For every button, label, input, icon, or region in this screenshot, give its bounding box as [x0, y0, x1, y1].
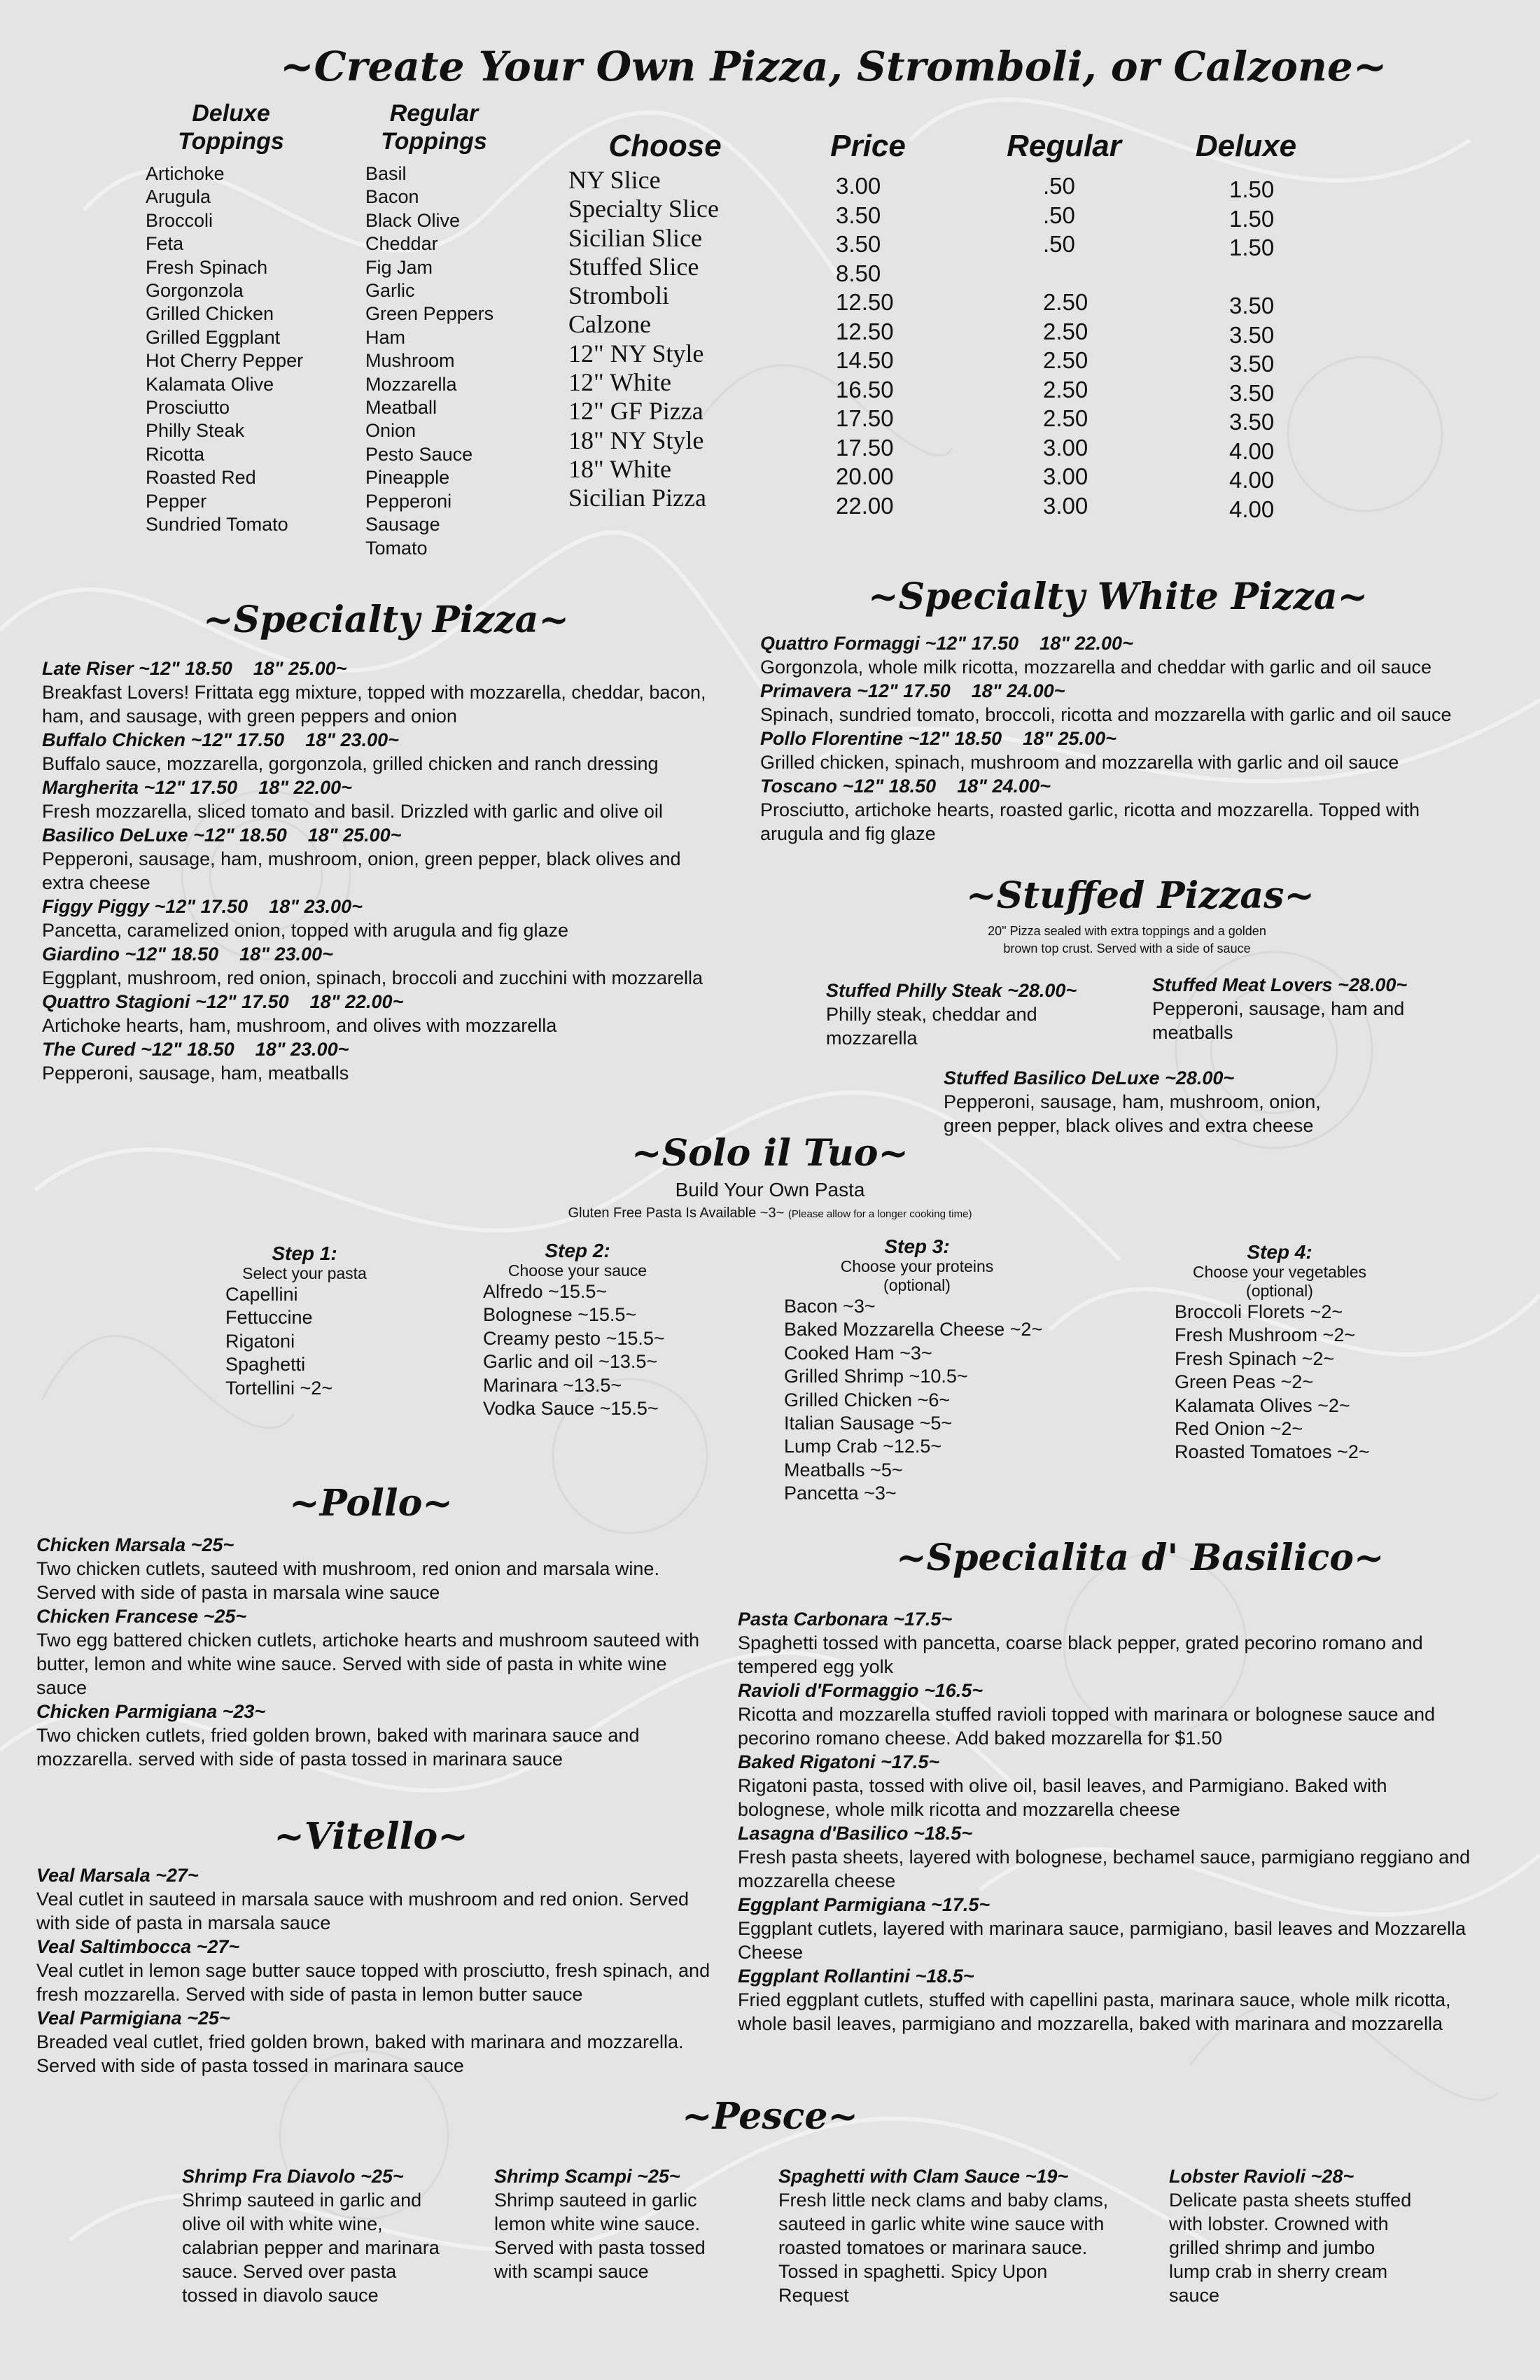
- regular-topping: Pepperoni: [365, 490, 452, 512]
- specialty-white-item-desc: Gorgonzola, whole milk ricotta, mozzarella and cheddar with garlic and oil sauce: [760, 657, 1432, 678]
- choice-item: NY Slice: [568, 166, 661, 194]
- deluxe-topping: Feta: [146, 233, 184, 255]
- regular-price-value: 2.50: [1043, 289, 1088, 315]
- pesce-item-desc: Delicate pasta sheets stuffed with lobster. Crowned with grilled shrimp and jumbo lump crab in sherry cream sauce: [1169, 2190, 1412, 2306]
- specialty-pizza-item-desc: Pepperoni, sausage, ham, mushroom, onion, green pepper, black olives and extra cheese: [42, 848, 681, 893]
- price-value: 20.00: [836, 463, 894, 489]
- step-items: [225, 1283, 385, 1400]
- step-subheading-optional: (optional): [883, 1276, 951, 1294]
- step-item: Lump Crab ~12.5~: [784, 1436, 942, 1457]
- step-subheading: Select your pasta: [242, 1264, 367, 1282]
- solo-step: [224, 1243, 385, 1400]
- regular-topping: Ham: [365, 326, 406, 348]
- deluxe-price-value: 4.00: [1229, 467, 1275, 493]
- deluxe-price-value: 4.00: [1229, 496, 1275, 522]
- step-item: Roasted Tomatoes ~2~: [1175, 1441, 1370, 1463]
- regular-topping: Pesto Sauce: [365, 443, 473, 465]
- step-subheading: Choose your sauce: [507, 1261, 648, 1280]
- basilico-item: [738, 1821, 1480, 1893]
- specialty-pizza-item-desc: Artichoke hearts, ham, mushroom, and olives with mozzarella: [42, 1015, 557, 1036]
- specialty-pizza-item-name: Buffalo Chicken ~12" 17.50 18" 23.00~: [42, 729, 399, 750]
- stuffed-item: [1152, 973, 1474, 1044]
- choice-item: 12" White: [568, 368, 672, 397]
- regular-price-value: 3.00: [1043, 463, 1088, 489]
- step-item: Bacon ~3~: [784, 1296, 876, 1317]
- deluxe-topping: Roasted Red: [146, 467, 256, 489]
- step-item: Meatballs ~5~: [784, 1459, 903, 1480]
- step-item: Alfredo ~15.5~: [483, 1281, 608, 1302]
- regular-topping: Cheddar: [365, 233, 438, 255]
- pesce-item-desc: Shrimp sauteed in garlic and olive oil with white wine, calabrian pepper and marinara sauce. Served over pasta tossed in diavolo sauce: [182, 2190, 440, 2306]
- vitello-item-desc: Veal cutlet in lemon sage butter sauce topped with prosciutto, fresh spinach, and fresh mozzarella. Served with side of pasta in lemon butter sauce: [36, 1960, 710, 2005]
- deluxe-topping: Arugula: [146, 186, 211, 208]
- deluxe-price-value: [1229, 262, 1306, 292]
- stuffed-item-desc: Pepperoni, sausage, ham, mushroom, onion, green pepper, black olives and extra cheese: [944, 1091, 1321, 1136]
- deluxe-price-value: 1.50: [1229, 176, 1275, 202]
- specialty-pizza-list: [42, 657, 714, 1085]
- specialty-white-item-name: Toscano ~12" 18.50 18" 24.00~: [760, 776, 1051, 797]
- regular-price-header: Regular: [1007, 129, 1121, 163]
- pesce-item-desc: Fresh little neck clams and baby clams, sauteed in garlic white wine sauce with roasted tomatoes or marinara sauce. Tossed in spaghetti. Spicy Upon Request: [778, 2190, 1109, 2306]
- specialty-white-item-name: Primavera ~12" 17.50 18" 24.00~: [760, 680, 1065, 701]
- vitello-item: [36, 2006, 715, 2078]
- deluxe-price-value: 4.00: [1229, 438, 1275, 464]
- regular-topping: Mushroom: [365, 350, 455, 372]
- deluxe-topping: Fresh Spinach: [146, 256, 268, 278]
- pesce-item-name: Spaghetti with Clam Sauce ~19~: [778, 2166, 1069, 2187]
- specialty-pizza-item-desc: Breakfast Lovers! Frittata egg mixture, topped with mozzarella, cheddar, bacon, ham, and sausage, with green peppers and onion: [42, 682, 706, 727]
- specialty-pizza-item-name: Figgy Piggy ~12" 17.50 18" 23.00~: [42, 896, 363, 917]
- pesce-item: [182, 2164, 448, 2307]
- basilico-title: ~Specialita d' Basilico~: [896, 1536, 1385, 1579]
- regular-price-list: [1043, 172, 1120, 520]
- pesce-item: [778, 2164, 1128, 2307]
- specialty-white-item-name: Pollo Florentine ~12" 18.50 18" 25.00~: [760, 728, 1116, 749]
- basilico-item: [738, 1893, 1480, 1964]
- stuffed-item-desc: Pepperoni, sausage, ham and meatballs: [1152, 998, 1405, 1043]
- basilico-item: [738, 1964, 1480, 2036]
- price-value: 3.50: [836, 202, 881, 228]
- step-item: Pancetta ~3~: [784, 1483, 897, 1504]
- specialty-pizza-item-desc: Fresh mozzarella, sliced tomato and basil. Drizzled with garlic and olive oil: [42, 801, 663, 822]
- vitello-item-desc: Breaded veal cutlet, fried golden brown, baked with marinara and mozzarella. Served with side of pasta tossed in marinara sauce: [36, 2031, 684, 2076]
- step-subheading: Choose your vegetables: [1192, 1263, 1367, 1281]
- step-item: Grilled Shrimp ~10.5~: [784, 1366, 968, 1387]
- step-item: Green Peas ~2~: [1175, 1371, 1314, 1393]
- regular-price-value: .50: [1043, 173, 1075, 199]
- specialty-white-item-desc: Prosciutto, artichoke hearts, roasted garlic, ricotta and mozzarella. Topped with arugula and fig glaze: [760, 799, 1420, 844]
- vitello-item: [36, 1935, 715, 2006]
- pesce-item-name: Shrimp Scampi ~25~: [494, 2166, 680, 2187]
- vitello-item-desc: Veal cutlet in sauteed in marsala sauce with mushroom and red onion. Served with side of pasta in marsala sauce: [36, 1889, 690, 1933]
- price-value: 12.50: [836, 289, 894, 315]
- regular-topping: Onion: [365, 420, 416, 442]
- basilico-item: [738, 1750, 1480, 1821]
- step-items: [483, 1280, 686, 1420]
- step-item: Marinara ~13.5~: [483, 1374, 622, 1396]
- regular-price-value: 2.50: [1043, 318, 1088, 344]
- specialty-pizza-item-name: Margherita ~12" 17.50 18" 22.00~: [42, 777, 352, 798]
- deluxe-topping: Philly Steak: [146, 420, 245, 442]
- pollo-item-name: Chicken Francese ~25~: [36, 1606, 247, 1627]
- specialty-pizza-item-desc: Buffalo sauce, mozzarella, gorgonzola, grilled chicken and ranch dressing: [42, 753, 659, 774]
- pesce-item-name: Lobster Ravioli ~28~: [1169, 2166, 1354, 2187]
- deluxe-topping: Kalamata Olive: [146, 373, 274, 395]
- specialty-pizza-title: ~Specialty Pizza~: [203, 598, 569, 641]
- regular-topping: Meatball: [365, 397, 438, 419]
- pollo-item-name: Chicken Marsala ~25~: [36, 1534, 234, 1555]
- specialty-white-item: [760, 679, 1474, 727]
- step-heading: Step 2:: [545, 1240, 610, 1261]
- stuffed-item-name: Stuffed Meat Lovers ~28.00~: [1152, 974, 1408, 995]
- deluxe-toppings-header: Deluxe Toppings: [178, 100, 284, 155]
- regular-price-value: [1043, 259, 1120, 288]
- choice-item: Calzone: [568, 310, 651, 339]
- regular-topping: Mozzarella: [365, 373, 457, 395]
- deluxe-toppings-list: [146, 162, 342, 537]
- specialty-pizza-item: [42, 776, 714, 823]
- step-item: Capellini: [225, 1284, 298, 1305]
- specialty-white-item: [760, 774, 1474, 846]
- deluxe-price-value: 1.50: [1229, 234, 1275, 260]
- pesce-title: ~Pesce~: [682, 2095, 858, 2138]
- deluxe-topping: Grilled Eggplant: [146, 326, 281, 348]
- deluxe-price-list: [1229, 175, 1306, 524]
- step-heading: Step 1:: [272, 1242, 337, 1264]
- step-items: [1175, 1301, 1455, 1464]
- vitello-title: ~Vitello~: [274, 1815, 468, 1858]
- specialty-pizza-item-desc: Pancetta, caramelized onion, topped with arugula and fig glaze: [42, 920, 568, 941]
- specialty-pizza-item: [42, 942, 714, 990]
- price-value: 3.00: [836, 173, 881, 199]
- specialty-pizza-item-desc: Pepperoni, sausage, ham, meatballs: [42, 1063, 349, 1084]
- stuffed-note: 20" Pizza sealed with extra toppings and a golden brown top crust. Served with a side of sauce: [988, 924, 1266, 955]
- deluxe-price-value: 1.50: [1229, 205, 1275, 232]
- basilico-item-desc: Eggplant cutlets, layered with marinara sauce, parmigiano, basil leaves and Mozzarella Cheese: [738, 1918, 1466, 1963]
- basilico-item-name: Baked Rigatoni ~17.5~: [738, 1751, 940, 1772]
- deluxe-topping: Sundried Tomato: [146, 514, 288, 536]
- price-value: 14.50: [836, 347, 894, 373]
- specialty-white-item-desc: Grilled chicken, spinach, mushroom and mozzarella with garlic and oil sauce: [760, 752, 1399, 773]
- specialty-white-title: ~Specialty White Pizza~: [868, 575, 1368, 618]
- choose-header: Choose: [608, 129, 722, 163]
- vitello-item: [36, 1863, 715, 1935]
- choose-list: [568, 166, 792, 513]
- stuffed-item-name: Stuffed Basilico DeLuxe ~28.00~: [944, 1068, 1235, 1088]
- vitello-item-name: Veal Parmigiana ~25~: [36, 2008, 230, 2029]
- specialty-pizza-item-name: Quattro Stagioni ~12" 17.50 18" 22.00~: [42, 991, 404, 1012]
- specialty-pizza-item-name: Late Riser ~12" 18.50 18" 25.00~: [42, 658, 347, 679]
- step-items: [784, 1295, 1092, 1506]
- specialty-pizza-item-desc: Eggplant, mushroom, red onion, spinach, broccoli and zucchini with mozzarella: [42, 967, 703, 988]
- solo-step: [784, 1236, 1092, 1506]
- regular-price-value: 2.50: [1043, 347, 1088, 373]
- step-item: Bolognese ~15.5~: [483, 1304, 637, 1326]
- choice-item: Sicilian Slice: [568, 223, 702, 252]
- basilico-item-name: Ravioli d'Formaggio ~16.5~: [738, 1680, 983, 1701]
- pollo-item: [36, 1700, 715, 1771]
- solo-note-small: (Please allow for a longer cooking time): [788, 1208, 972, 1220]
- pollo-item: [36, 1533, 715, 1604]
- regular-price-value: .50: [1043, 231, 1075, 257]
- basilico-item: [738, 1607, 1480, 1679]
- pesce-item: [1169, 2164, 1421, 2307]
- choice-item: Stromboli: [568, 281, 670, 310]
- deluxe-price-value: 3.50: [1229, 293, 1275, 318]
- specialty-pizza-item-name: Basilico DeLuxe ~12" 18.50 18" 25.00~: [42, 825, 402, 846]
- regular-topping: Tomato: [365, 537, 428, 559]
- stuffed-pizzas-title: ~Stuffed Pizzas~: [966, 874, 1315, 917]
- deluxe-price-value: 3.50: [1229, 409, 1275, 435]
- step-item: Spaghetti: [225, 1354, 306, 1376]
- regular-topping: Bacon: [365, 186, 419, 208]
- basilico-item-name: Eggplant Parmigiana ~17.5~: [738, 1894, 990, 1915]
- regular-topping: Pineapple: [365, 467, 450, 489]
- specialty-pizza-item: [42, 657, 714, 728]
- pesce-item: [494, 2164, 725, 2283]
- choice-item: 18" NY Style: [568, 426, 704, 454]
- stuffed-item-name: Stuffed Philly Steak ~28.00~: [826, 980, 1077, 1001]
- pollo-item-desc: Two chicken cutlets, sauteed with mushroom, red onion and marsala wine. Served with side of pasta in marsala wine sauce: [36, 1558, 659, 1603]
- pollo-list: [36, 1533, 715, 1771]
- deluxe-topping: Ricotta: [146, 443, 205, 465]
- price-value: 16.50: [836, 376, 894, 402]
- basilico-item-desc: Spaghetti tossed with pancetta, coarse black pepper, grated pecorino romano and tempered egg yolk: [738, 1632, 1423, 1677]
- basilico-item-name: Pasta Carbonara ~17.5~: [738, 1609, 953, 1630]
- regular-topping: Fig Jam: [365, 256, 433, 278]
- specialty-white-item: [760, 631, 1474, 679]
- deluxe-price-value: 3.50: [1229, 351, 1275, 377]
- pollo-item-name: Chicken Parmigiana ~23~: [36, 1701, 266, 1722]
- choice-item: Sicilian Pizza: [568, 484, 706, 512]
- step-heading: Step 4:: [1247, 1241, 1312, 1263]
- price-value: 17.50: [836, 405, 894, 431]
- pesce-item-desc: Shrimp sauteed in garlic lemon white wine sauce. Served with pasta tossed with scampi sauce: [494, 2190, 706, 2282]
- pollo-item-desc: Two chicken cutlets, fried golden brown, baked with marinara sauce and mozzarella. served with side of pasta tossed in marinara sauce: [36, 1725, 640, 1770]
- specialty-white-item-desc: Spinach, sundried tomato, broccoli, ricotta and mozzarella with garlic and oil sauce: [760, 704, 1452, 725]
- vitello-item-name: Veal Saltimbocca ~27~: [36, 1936, 240, 1957]
- step-item: Fresh Spinach ~2~: [1175, 1348, 1335, 1369]
- deluxe-topping: Prosciutto: [146, 397, 230, 419]
- step-heading: Step 3:: [884, 1236, 950, 1257]
- step-item: Cooked Ham ~3~: [784, 1342, 932, 1364]
- specialty-white-list: [760, 631, 1474, 846]
- deluxe-price-value: 3.50: [1229, 379, 1275, 406]
- basilico-list: [738, 1607, 1480, 2036]
- regular-topping: Garlic: [365, 280, 415, 302]
- step-item: Garlic and oil ~13.5~: [483, 1351, 658, 1373]
- regular-price-value: 2.50: [1043, 405, 1088, 431]
- price-value: 8.50: [836, 260, 881, 286]
- step-item: Grilled Chicken ~6~: [784, 1389, 951, 1410]
- basilico-item: [738, 1679, 1480, 1750]
- specialty-pizza-item: [42, 823, 714, 895]
- vitello-item-name: Veal Marsala ~27~: [36, 1865, 199, 1886]
- regular-price-value: 3.00: [1043, 492, 1088, 519]
- step-item: Broccoli Florets ~2~: [1175, 1301, 1343, 1322]
- regular-toppings-list: [365, 162, 533, 560]
- choice-item: Stuffed Slice: [568, 252, 699, 281]
- specialty-pizza-item: [42, 895, 714, 942]
- basilico-item-name: Lasagna d'Basilico ~18.5~: [738, 1823, 973, 1844]
- stuffed-item-desc: Philly steak, cheddar and mozzarella: [826, 1004, 1037, 1049]
- deluxe-topping: Gorgonzola: [146, 280, 244, 302]
- specialty-pizza-item-name: The Cured ~12" 18.50 18" 23.00~: [42, 1039, 349, 1060]
- pollo-title: ~Pollo~: [289, 1482, 453, 1525]
- price-value: 17.50: [836, 434, 894, 461]
- regular-topping: Black Olive: [365, 209, 461, 231]
- choice-item: 12" NY Style: [568, 339, 704, 368]
- stuffed-item: [826, 979, 1120, 1050]
- step-item: Tortellini ~2~: [225, 1377, 333, 1399]
- regular-price-value: 2.50: [1043, 376, 1088, 402]
- basilico-item-name: Eggplant Rollantini ~18.5~: [738, 1966, 974, 1987]
- step-item: Creamy pesto ~15.5~: [483, 1327, 665, 1349]
- price-header: Price: [830, 129, 906, 163]
- deluxe-topping: Grilled Chicken: [146, 303, 274, 325]
- regular-price-value: .50: [1043, 202, 1075, 228]
- specialty-pizza-item: [42, 1037, 714, 1085]
- specialty-white-item-name: Quattro Formaggi ~12" 17.50 18" 22.00~: [760, 633, 1133, 654]
- specialty-pizza-item: [42, 728, 714, 776]
- deluxe-price-header: Deluxe: [1195, 129, 1297, 163]
- solo-step: [1175, 1242, 1455, 1464]
- specialty-pizza-item-name: Giardino ~12" 18.50 18" 23.00~: [42, 944, 333, 965]
- step-item: Red Onion ~2~: [1175, 1418, 1303, 1440]
- step-item: Rigatoni: [225, 1330, 295, 1352]
- step-item: Fresh Mushroom ~2~: [1175, 1324, 1356, 1346]
- pollo-item-desc: Two egg battered chicken cutlets, artichoke hearts and mushroom sauteed with butter, lemon and white wine sauce. Served with side of pasta in white wine sauce: [36, 1630, 700, 1698]
- choice-item: 18" White: [568, 454, 672, 483]
- deluxe-topping: Hot Cherry Pepper: [146, 350, 304, 372]
- deluxe-topping: Broccoli: [146, 209, 214, 231]
- solo-step: [483, 1240, 686, 1420]
- price-value: 22.00: [836, 492, 894, 519]
- create-title: ~Create Your Own Pizza, Stromboli, or Calzone~: [280, 43, 1387, 90]
- choice-item: 12" GF Pizza: [568, 397, 704, 426]
- vitello-list: [36, 1863, 715, 2078]
- regular-toppings-header: Regular Toppings: [381, 100, 487, 155]
- solo-note-main: Gluten Free Pasta Is Available ~3~: [568, 1205, 785, 1221]
- pollo-item: [36, 1604, 715, 1700]
- price-value: 3.50: [836, 231, 881, 257]
- pesce-item-name: Shrimp Fra Diavolo ~25~: [182, 2166, 404, 2187]
- solo-subtitle: Build Your Own Pasta: [675, 1179, 865, 1200]
- step-item: Kalamata Olives ~2~: [1175, 1394, 1350, 1416]
- stuffed-item: [944, 1066, 1350, 1138]
- basilico-item-desc: Rigatoni pasta, tossed with olive oil, basil leaves, and Parmigiano. Baked with bolognese, whole milk ricotta and mozzarella cheese: [738, 1775, 1387, 1820]
- step-item: Vodka Sauce ~15.5~: [483, 1398, 659, 1420]
- regular-topping: Green Peppers: [365, 303, 494, 325]
- specialty-white-item: [760, 727, 1474, 774]
- regular-topping: Basil: [365, 163, 407, 184]
- step-item: Italian Sausage ~5~: [784, 1413, 953, 1434]
- step-item: Fettuccine: [225, 1307, 313, 1329]
- basilico-item-desc: Fried eggplant cutlets, stuffed with capellini pasta, marinara sauce, whole milk ricotta, whole basil leaves, parmigiano and mozzarella, baked with marinara and mozzarella: [738, 1989, 1451, 2034]
- basilico-item-desc: Ricotta and mozzarella stuffed ravioli topped with marinara or bolognese sauce and pecorino romano cheese. Add baked mozzarella for $1.50: [738, 1704, 1436, 1749]
- deluxe-topping: Artichoke: [146, 163, 225, 184]
- basilico-item-desc: Fresh pasta sheets, layered with bolognese, bechamel sauce, parmigiano reggiano and mozzarella cheese: [738, 1847, 1471, 1891]
- regular-topping: Sausage: [365, 514, 440, 536]
- price-list: [836, 172, 920, 520]
- deluxe-price-value: 3.50: [1229, 321, 1275, 348]
- step-subheading-optional: (optional): [1246, 1282, 1313, 1300]
- choice-item: Specialty Slice: [568, 195, 719, 223]
- regular-price-value: 3.00: [1043, 434, 1088, 461]
- step-item: Baked Mozzarella Cheese ~2~: [784, 1319, 1043, 1340]
- step-subheading: Choose your proteins: [840, 1257, 994, 1275]
- deluxe-topping: Pepper: [146, 490, 207, 512]
- solo-title: ~Solo il Tuo~: [631, 1132, 909, 1175]
- specialty-pizza-item: [42, 990, 714, 1037]
- solo-note: [392, 1204, 1148, 1224]
- price-value: 12.50: [836, 318, 894, 344]
